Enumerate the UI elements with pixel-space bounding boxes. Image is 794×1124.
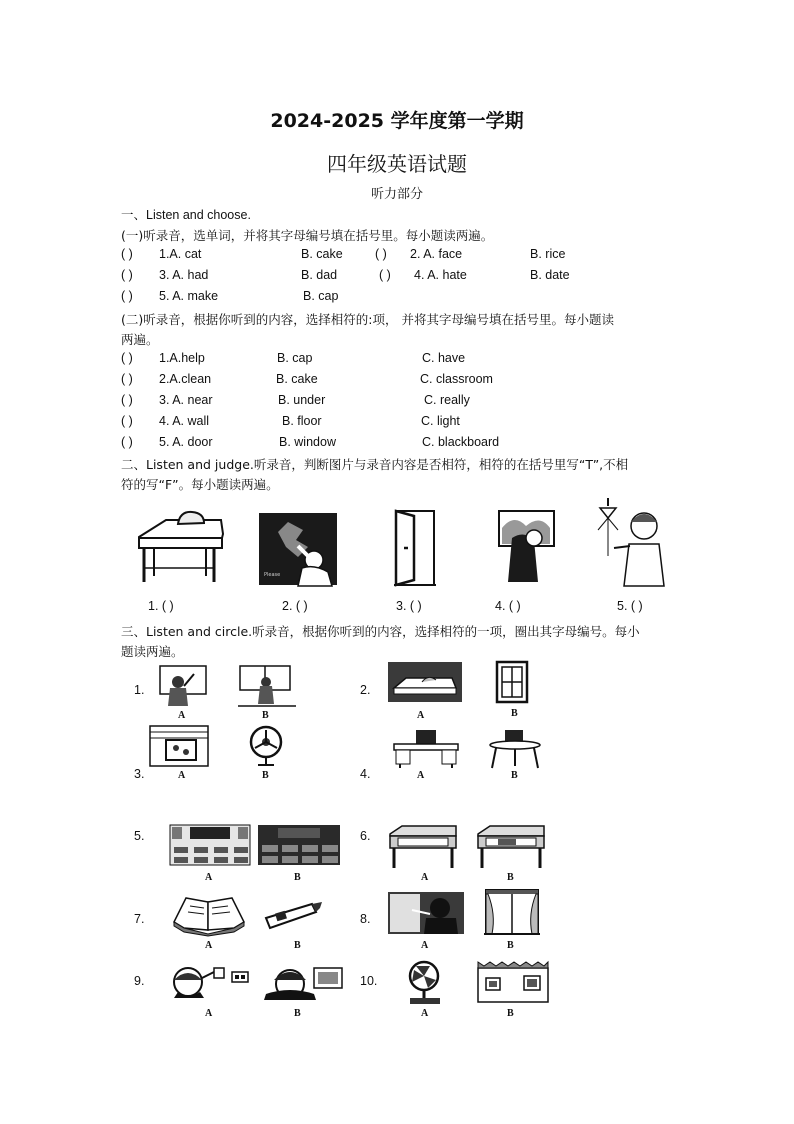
window-with-curtains-picture	[482, 886, 542, 938]
option-label-a: A	[421, 1008, 429, 1019]
boy-at-blackboard-picture	[258, 512, 340, 588]
answer-bracket: ( )	[121, 372, 133, 386]
option-label-a: A	[178, 710, 186, 721]
section1-sub2-instruction: (二)听录音，根据你听到的内容，选择相符的:项， 并将其字母编号填在括号里。每小题读	[121, 312, 614, 327]
option-label-a: A	[178, 770, 186, 781]
circle-question-number: 3.	[134, 767, 145, 781]
question-option-a: 3. A. had	[159, 268, 209, 282]
circle-question-number: 9.	[134, 974, 145, 988]
question-option-c: C. blackboard	[422, 435, 500, 449]
answer-bracket: ( )	[121, 435, 133, 449]
classroom-light-picture	[168, 823, 252, 867]
svg-text:Please: Please	[264, 572, 281, 578]
part-title: 听力部分	[370, 187, 423, 202]
question-option-a: 2. A. face	[410, 247, 463, 261]
question-option-c: C. classroom	[420, 372, 493, 386]
option-label-b: B	[507, 872, 514, 883]
circle-question-number: 6.	[360, 829, 371, 843]
option-label-b: B	[507, 940, 514, 951]
question-option-b: B. window	[279, 435, 336, 449]
question-option-c: C. have	[422, 351, 466, 365]
girl-at-picture-picture	[494, 508, 564, 583]
circle-question-number: 8.	[360, 912, 371, 926]
answer-bracket: ( )	[379, 268, 391, 282]
answer-bracket: ( )	[121, 289, 133, 303]
question-option-a: 3. A. near	[159, 393, 213, 407]
question-option-a: 1.A. cat	[159, 247, 202, 261]
wall-with-pictures-picture	[476, 960, 550, 1004]
question-option-a: 2.A.clean	[159, 372, 212, 386]
circle-question-number: 5.	[134, 829, 145, 843]
question-option-a: 4. A. hate	[414, 268, 467, 282]
open-book-picture	[170, 894, 248, 936]
exam-title: 四年级英语试题	[327, 152, 467, 176]
option-label-a: A	[205, 872, 213, 883]
desk-with-cap-picture	[136, 510, 226, 585]
option-label-a: A	[417, 770, 425, 781]
question-option-a: 4. A. wall	[159, 414, 210, 428]
circle-question-number: 10.	[360, 974, 378, 988]
circle-question-number: 2.	[360, 683, 371, 697]
option-label-a: A	[421, 872, 429, 883]
question-option-b: B. date	[530, 268, 570, 282]
option-label-b: B	[511, 770, 518, 781]
option-label-a: A	[205, 940, 213, 951]
desk-fan-picture	[402, 960, 448, 1006]
fan-picture	[246, 724, 286, 768]
option-label-a: A	[417, 710, 425, 721]
circle-question-number: 1.	[134, 683, 145, 697]
judge-answer-2: 2. ( )	[282, 599, 308, 613]
boy-at-window-picture	[236, 664, 298, 708]
answer-bracket: ( )	[375, 247, 387, 261]
section1-sub1-instruction: (一)听录音，选单词，并将其字母编号填在括号里。每小题读两遍。	[121, 228, 494, 243]
answer-bracket: ( )	[121, 393, 133, 407]
computer-desk-picture	[392, 728, 460, 770]
open-door-picture	[392, 508, 440, 588]
person-at-door-picture	[386, 890, 466, 936]
window-picture	[494, 660, 530, 704]
year-term-title: 2024-2025 学年度第一学期	[270, 110, 524, 132]
option-label-a: A	[205, 1008, 213, 1019]
girl-with-light-picture	[594, 496, 670, 588]
section1-title: 一、Listen and choose.	[121, 208, 251, 222]
answer-bracket: ( )	[121, 268, 133, 282]
option-label-b: B	[262, 770, 269, 781]
section3-title: 三、Listen and circle.听录音，根据你听到的内容，选择相符的一项，圈出其字母编号。每小	[121, 624, 640, 639]
section2-title-cont: 符的写“F”。每小题读两遍。	[121, 477, 279, 492]
boy-with-switch-picture	[168, 964, 252, 1000]
empty-desk-picture	[388, 824, 458, 870]
section2-title: 二、Listen and judge.听录音，判断图片与录音内容是否相符，相符的在括号里写“T”,不相	[121, 457, 629, 472]
question-option-a: 5. A. door	[159, 435, 213, 449]
classroom-wall-picture	[148, 724, 210, 768]
computer-round-table-picture	[488, 728, 542, 770]
question-option-b: B. under	[278, 393, 326, 407]
option-label-a: A	[421, 940, 429, 951]
judge-answer-5: 5. ( )	[617, 599, 643, 613]
judge-answer-3: 3. ( )	[396, 599, 422, 613]
question-option-c: C. really	[424, 393, 470, 407]
section1-sub2-instruction-cont: 两遍。	[121, 332, 159, 347]
question-option-b: B. cake	[276, 372, 318, 386]
circle-question-number: 7.	[134, 912, 145, 926]
answer-bracket: ( )	[121, 351, 133, 365]
question-option-a: 5. A. make	[159, 289, 219, 303]
question-option-a: 1.A.help	[159, 351, 205, 365]
girl-cleaning-board-picture	[158, 664, 208, 708]
option-label-b: B	[511, 708, 518, 719]
judge-answer-1: 1. ( )	[148, 599, 174, 613]
answer-bracket: ( )	[121, 247, 133, 261]
option-label-b: B	[294, 872, 301, 883]
circle-question-number: 4.	[360, 767, 371, 781]
section3-title-cont: 题读两遍。	[121, 644, 184, 659]
pen-picture	[262, 900, 324, 930]
question-option-b: B. rice	[530, 247, 566, 261]
girl-with-tv-picture	[262, 964, 346, 1000]
option-label-b: B	[507, 1008, 514, 1019]
question-option-b: B. cap	[303, 289, 339, 303]
question-option-b: B. floor	[282, 414, 322, 428]
desk-near-wall-picture	[386, 660, 464, 704]
option-label-b: B	[262, 710, 269, 721]
judge-answer-4: 4. ( )	[495, 599, 521, 613]
classroom-dark-picture	[256, 823, 342, 867]
desk-with-items-picture	[476, 824, 546, 870]
answer-bracket: ( )	[121, 414, 133, 428]
question-option-b: B. cake	[301, 247, 343, 261]
question-option-c: C. light	[421, 414, 460, 428]
question-option-b: B. cap	[277, 351, 313, 365]
option-label-b: B	[294, 940, 301, 951]
option-label-b: B	[294, 1008, 301, 1019]
question-option-b: B. dad	[301, 268, 338, 282]
